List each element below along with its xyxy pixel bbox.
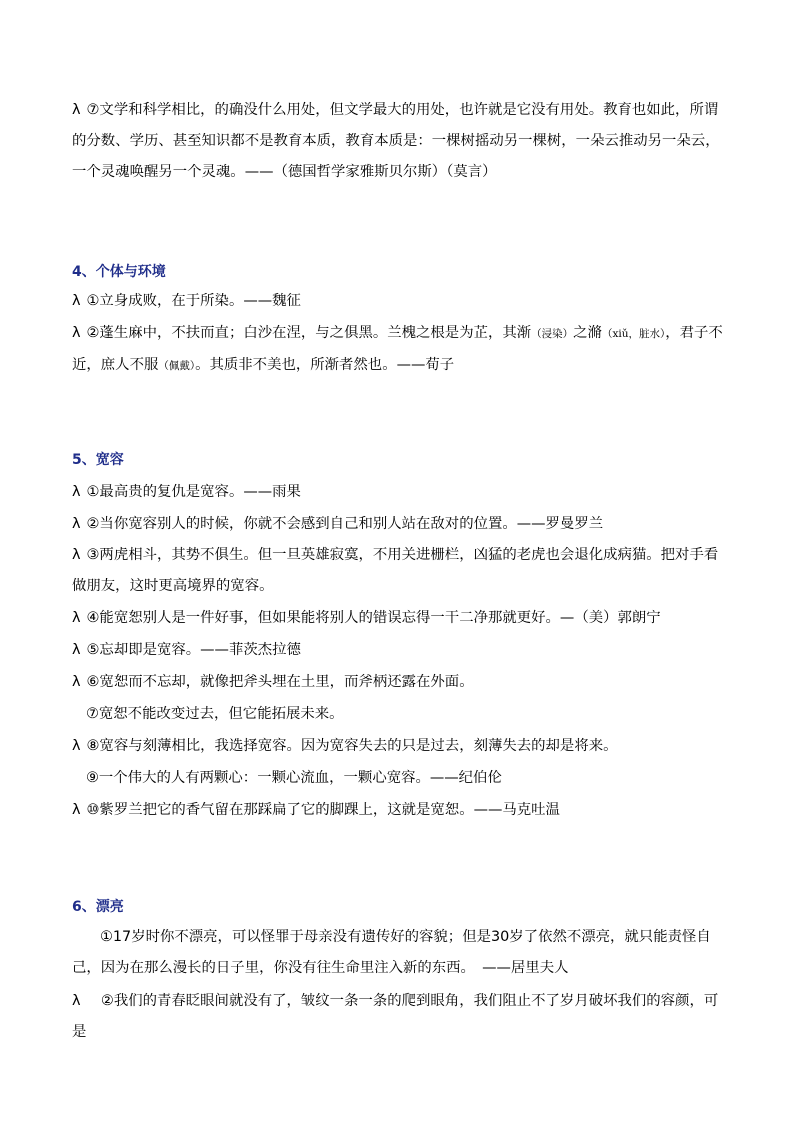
quote-text: ②我们的青春眨眼间就没有了，皱纹一条一条的爬到眼角，我们阻止不了岁月破坏我们的容颜，可是 [72,993,719,1040]
list-item [72,795,732,826]
list-item [72,699,746,730]
list-item [72,667,732,698]
list-item [72,635,732,666]
quote-text: ①立身成败，在于所染。——魏征 [86,293,301,309]
section-heading: 6、漂亮 [72,899,124,915]
quote-text-part: 。其质非不美也，所渐者然也。——荀子 [195,357,455,373]
quote-text: ②当你宽容别人的时候，你就不会感到自己和别人站在敌对的位置。——罗曼罗兰 [86,516,604,532]
quote-text: ⑤忘却即是宽容。——菲茨杰拉德 [86,642,301,658]
bullet-marker: λ [72,547,81,563]
bullet-marker: λ [72,293,81,309]
section-heading: 4、个体与环境 [72,264,166,280]
bullet-marker: λ [72,802,81,818]
list-item [72,286,732,317]
annotation-note: （浸染） [531,328,574,340]
annotation-note: （xiǔ，脏水） [601,328,666,340]
bullet-marker: λ [72,993,81,1009]
list-item [72,603,732,634]
quote-text: ⑧宽容与刻薄相比，我选择宽容。因为宽容失去的只是过去，刻薄失去的却是将来。 [86,738,618,754]
annotation-note: （佩戴） [158,360,196,372]
quote-text-part: 之滫 [573,325,602,341]
quote-text: ①最高贵的复仇是宽容。——雨果 [86,484,301,500]
list-item [72,922,732,984]
quote-paragraph [72,95,732,188]
quote-text-part: ②蓬生麻中，不扶而直；白沙在涅，与之俱黑。兰槐之根是为芷，其渐 [86,325,532,341]
quote-text: ①17岁时你不漂亮，可以怪罪于母亲没有遗传好的容貌；但是30岁了依然不漂亮，就只能责怪自己，因为在那么漫长的日子里，你没有往生命里注入新的东西。 ——居里夫人 [72,929,711,976]
list-item [72,763,746,794]
bullet-marker: λ [72,642,81,658]
bullet-marker: λ [72,102,81,118]
quote-text: ④能宽恕别人是一件好事，但如果能将别人的错误忘得一干二净那就更好。—（美）郭朗宁 [86,610,661,626]
quote-text: ⑦宽恕不能改变过去，但它能拓展未来。 [86,706,344,722]
list-item [72,986,732,1048]
bullet-marker: λ [72,610,81,626]
list-item [72,477,732,508]
quote-text: ⑥宽恕而不忘却，就像把斧头埋在土里，而斧柄还露在外面。 [86,674,474,690]
quote-text: ③两虎相斗，其势不俱生。但一旦英雄寂寞，不用关进栅栏，凶猛的老虎也会退化成病猫。把对手看做朋友，这时更高境界的宽容。 [72,547,719,594]
bullet-marker: λ [72,484,81,500]
list-item [72,540,732,602]
quote-text: ⑦文学和科学相比，的确没什么用处，但文学最大的用处，也许就是它没有用处。教育也如此，所谓的分数、学历、甚至知识都不是教育本质，教育本质是：一棵树摇动另一棵树，一朵云推动另一朵云，一个灵魂唤醒另一个灵魂。——（德国哲学家雅斯贝尔斯）（莫言） [72,102,720,180]
bullet-marker: λ [72,674,81,690]
quote-text: ⑨一个伟大的人有两颗心：一颗心流血，一颗心宽容。——纪伯伦 [86,770,502,786]
list-item [72,318,732,382]
list-item [72,509,732,540]
list-item [72,731,732,762]
bullet-marker: λ [72,738,81,754]
bullet-marker: λ [72,325,81,341]
quote-text: ⑩紫罗兰把它的香气留在那踩扁了它的脚踝上，这就是宽恕。——马克吐温 [86,802,560,818]
bullet-marker: λ [72,516,81,532]
section-heading: 5、宽容 [72,452,124,468]
quote-text-part: ，君子不近，庶人不服 [72,325,723,373]
